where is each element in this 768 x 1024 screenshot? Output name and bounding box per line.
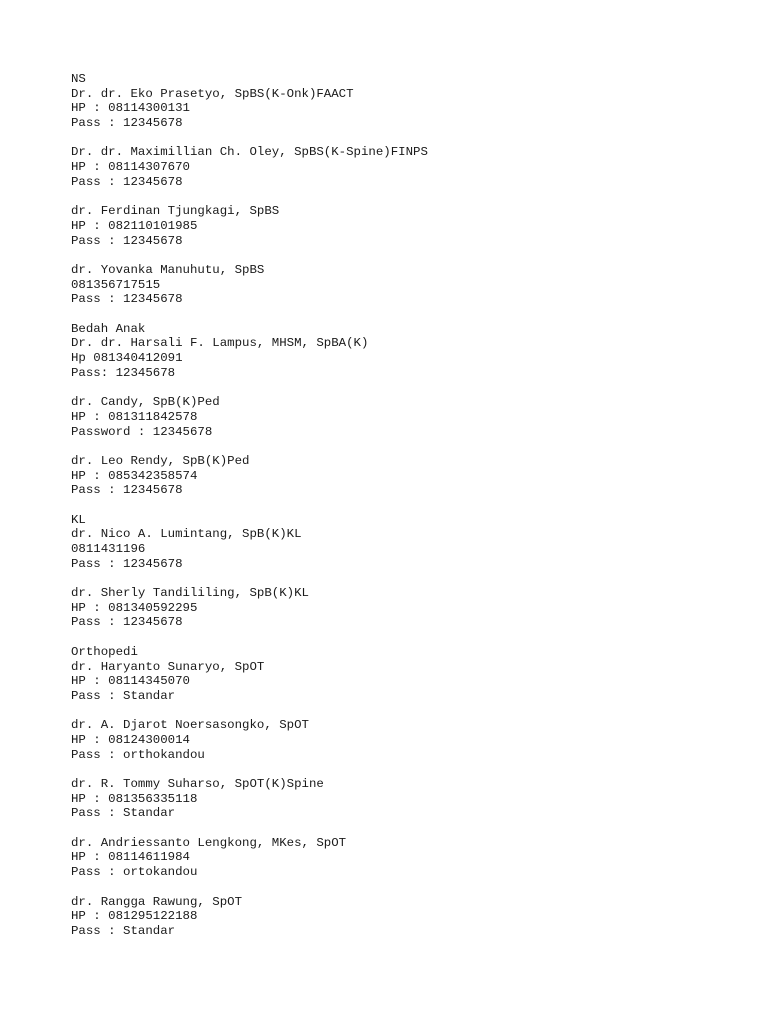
text-line: dr. Yovanka Manuhutu, SpBS — [71, 262, 265, 277]
blank-line — [71, 190, 751, 205]
text-line: dr. Sherly Tandililing, SpB(K)KL — [71, 586, 309, 601]
text-line: dr. A. Djarot Noersasongko, SpOT — [71, 718, 309, 733]
blank-line — [71, 248, 751, 263]
text-line: 0811431196 — [71, 542, 146, 556]
text-line: dr. Nico A. Lumintang, SpB(K)KL — [71, 527, 302, 542]
blank-line — [71, 131, 751, 146]
text-line: Password : 12345678 — [71, 424, 213, 439]
text-line: Bedah Anak — [71, 321, 146, 336]
text-line: Pass : 12345678 — [71, 615, 183, 630]
text-line: HP : 08114300131 — [71, 101, 190, 116]
text-line: dr. R. Tommy Suharso, SpOT(K)Spine — [71, 777, 324, 791]
text-line: Dr. dr. Eko Prasetyo, SpBS(K-Onk)FAACT — [71, 86, 354, 101]
blank-line — [71, 821, 751, 836]
text-line: HP : 08114307670 — [71, 160, 190, 175]
blank-line — [71, 380, 751, 395]
text-line: HP : 081340592295 — [71, 600, 198, 615]
text-line: Pass : ortokandou — [71, 865, 198, 880]
text-line: dr. Andriessanto Lengkong, MKes, SpOT — [71, 835, 347, 850]
blank-line — [71, 704, 751, 719]
text-line: Dr. dr. Harsali F. Lampus, MHSM, SpBA(K) — [71, 336, 369, 351]
text-line: 081356717515 — [71, 277, 161, 292]
blank-line — [71, 880, 751, 895]
text-line: HP : 082110101985 — [71, 218, 198, 233]
text-line: Pass : 12345678 — [71, 116, 183, 131]
text-line: dr. Ferdinan Tjungkagi, SpBS — [71, 204, 280, 219]
blank-line — [71, 630, 751, 645]
text-line: Pass : Standar — [71, 688, 176, 703]
text-line: HP : 08114345070 — [71, 674, 190, 689]
text-line: HP : 081311842578 — [71, 409, 198, 424]
text-line: NS — [71, 72, 86, 86]
blank-line — [71, 439, 751, 454]
text-line: Pass : 12345678 — [71, 556, 183, 571]
text-line: HP : 081356335118 — [71, 791, 198, 806]
text-line: HP : 08114611984 — [71, 850, 190, 865]
text-line: dr. Candy, SpB(K)Ped — [71, 395, 220, 410]
text-line: dr. Haryanto Sunaryo, SpOT — [71, 659, 265, 674]
blank-line — [71, 571, 751, 586]
text-line: dr. Rangga Rawung, SpOT — [71, 894, 243, 909]
text-line: Pass : 12345678 — [71, 174, 183, 189]
text-line: Hp 081340412091 — [71, 351, 183, 366]
text-line: KL — [71, 512, 86, 527]
text-line: HP : 085342358574 — [71, 468, 198, 483]
text-line: Pass : 12345678 — [71, 233, 183, 248]
text-line: Pass : Standar — [71, 806, 176, 821]
blank-line — [71, 762, 751, 777]
text-line: HP : 081295122188 — [71, 909, 198, 924]
text-line: Orthopedi — [71, 644, 138, 659]
text-line: Pass: 12345678 — [71, 365, 176, 380]
text-line: Pass : 12345678 — [71, 483, 183, 498]
text-line: Pass : orthokandou — [71, 747, 205, 762]
text-line: Dr. dr. Maximillian Ch. Oley, SpBS(K-Spine)FINPS — [71, 145, 428, 160]
document-page — [71, 72, 751, 939]
blank-line — [71, 307, 751, 322]
text-line: dr. Leo Rendy, SpB(K)Ped — [71, 453, 250, 468]
text-line: Pass : Standar — [71, 923, 176, 938]
text-line: HP : 08124300014 — [71, 732, 190, 747]
blank-line — [71, 498, 751, 513]
text-line: Pass : 12345678 — [71, 292, 183, 307]
